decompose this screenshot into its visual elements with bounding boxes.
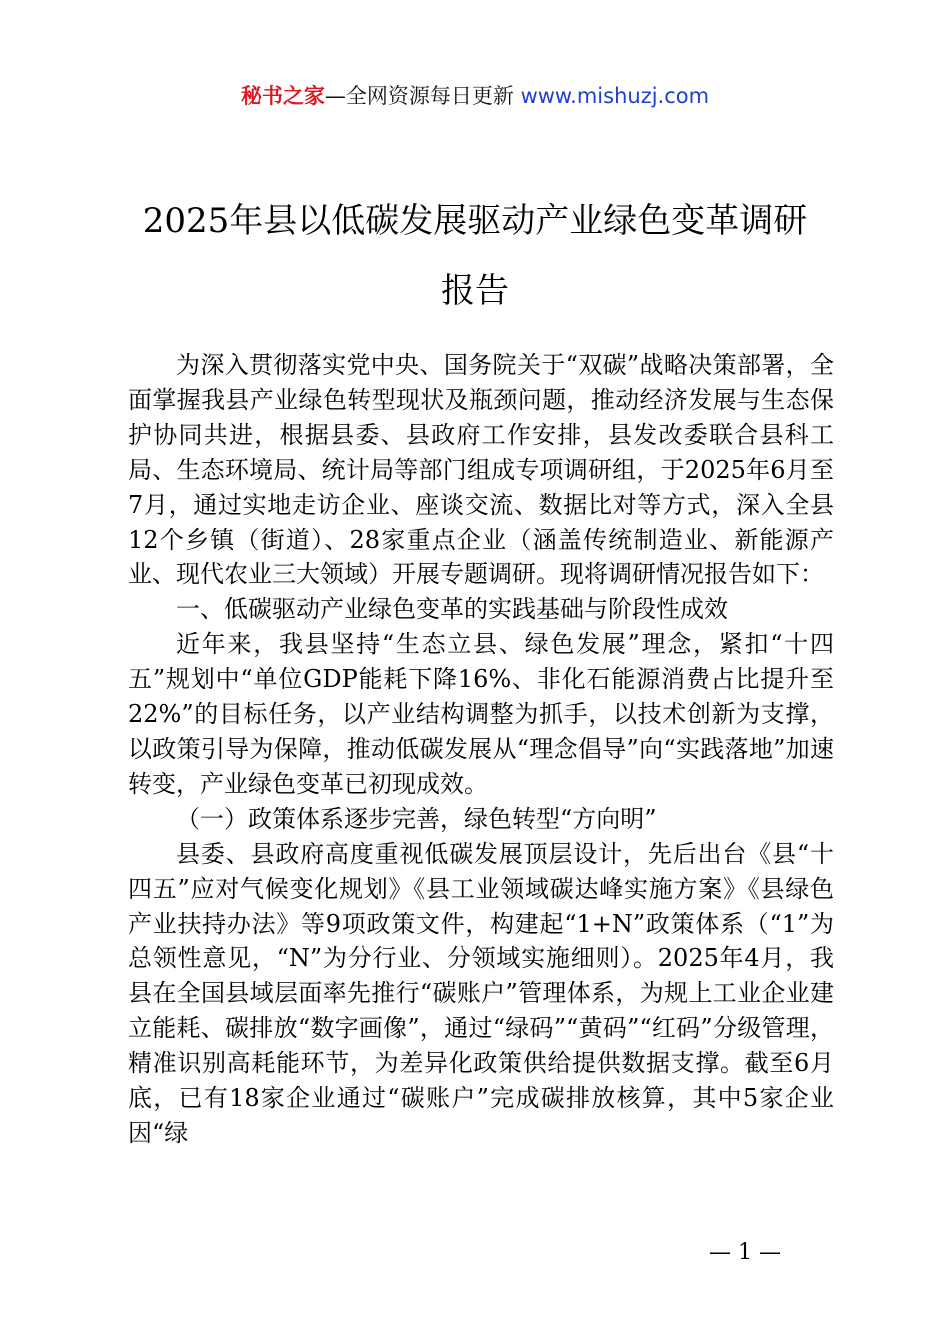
subsection-heading-1: （一）政策体系逐步完善，绿色转型“方向明”	[176, 804, 657, 833]
site-banner	[0, 80, 950, 112]
section-heading-1: 一、低碳驱动产业绿色变革的实践基础与阶段性成效	[176, 595, 728, 624]
brand-name: 秘书之家	[240, 84, 325, 108]
page-number: — 1 —	[709, 1240, 781, 1265]
site-url-link[interactable]: www.mishuzj.com	[520, 84, 710, 108]
document-body	[128, 348, 834, 1151]
title-line-1: 2025年县以低碳发展驱动产业绿色变革调研	[142, 201, 808, 241]
document-title	[110, 186, 840, 326]
subsection-paragraph: 县委、县政府高度重视低碳发展顶层设计，先后出台《县“十四五”应对气候变化规划》《县工业领域碳达峰实施方案》《县绿色产业扶持办法》等9项政策文件，构建起“1+N”政策体系（“1”为总领性意见，“N”为分行业、分领域实施细则）。2025年4月，我县在全国县域层面率先推行“碳账户”管理体系，为规上工业企业建立能耗、碳排放“数字画像”，通过“绿码”“黄码”“红码”分级管理，精准识别高耗能环节，为差异化政策供给提供数据支撑。截至6月底，已有18家企业通过“碳账户”完成碳排放核算，其中5家企业因“绿	[128, 839, 834, 1147]
banner-tagline: —全网资源每日更新	[324, 84, 521, 108]
intro-paragraph: 为深入贯彻落实党中央、国务院关于“双碳”战略决策部署，全面掌握我县产业绿色转型现状及瓶颈问题，推动经济发展与生态保护协同共进，根据县委、县政府工作安排，县发改委联合县科工局、生态环境局、统计局等部门组成专项调研组，于2025年6月至7月，通过实地走访企业、座谈交流、数据比对等方式，深入全县12个乡镇（街道）、28家重点企业（涵盖传统制造业、新能源产业、现代农业三大领域）开展专题调研。现将调研情况报告如下：	[128, 351, 834, 589]
section-paragraph: 近年来，我县坚持“生态立县、绿色发展”理念，紧扣“十四五”规划中“单位GDP能耗下降16%、非化石能源消费占比提升至22%”的目标任务，以产业结构调整为抓手，以技术创新为支撑，以政策引导为保障，推动低碳发展从“理念倡导”向“实践落地”加速转变，产业绿色变革已初现成效。	[128, 630, 834, 798]
title-line-2: 报告	[441, 271, 509, 311]
